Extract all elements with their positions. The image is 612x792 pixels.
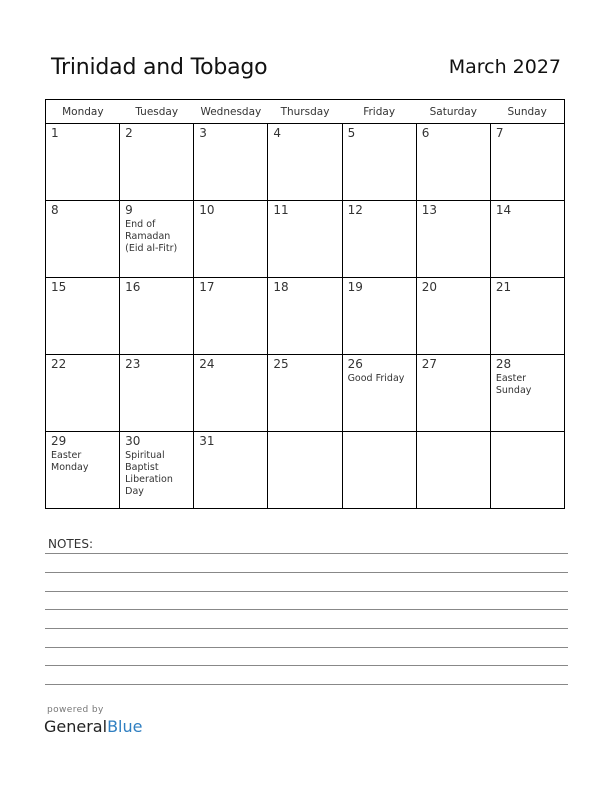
calendar-day-cell <box>268 124 342 201</box>
day-number: 28 <box>495 357 512 371</box>
calendar-day-cell <box>46 432 120 509</box>
calendar-day-cell <box>490 278 564 355</box>
calendar-day-cell <box>268 432 342 509</box>
generalblue-logo[interactable] <box>44 717 142 736</box>
calendar-day-cell <box>46 355 120 432</box>
note-line <box>45 572 568 573</box>
calendar-day-cell <box>268 355 342 432</box>
note-line <box>45 684 568 685</box>
note-line <box>45 647 568 648</box>
calendar-day-cell <box>120 432 194 509</box>
calendar-day-cell <box>490 201 564 278</box>
holiday-label: Good Friday <box>347 373 405 384</box>
calendar-day-cell <box>268 201 342 278</box>
day-number: 31 <box>199 434 215 448</box>
calendar-day-cell <box>342 124 416 201</box>
calendar-day-cell <box>342 201 416 278</box>
calendar-day-cell <box>416 432 490 509</box>
day-number: 8 <box>51 203 59 217</box>
calendar-day-cell <box>490 432 564 509</box>
calendar-week-row <box>46 355 565 432</box>
day-number: 7 <box>495 126 504 140</box>
calendar-week-row <box>46 278 565 355</box>
note-line <box>45 609 568 610</box>
calendar-day-cell <box>416 201 490 278</box>
day-number: 16 <box>125 280 141 294</box>
calendar-day-cell <box>342 432 416 509</box>
weekday-monday: Monday <box>46 100 120 124</box>
calendar-day-cell <box>268 278 342 355</box>
note-line <box>45 591 568 592</box>
holiday-label: Easter Monday <box>51 450 89 473</box>
day-number: 22 <box>51 357 67 371</box>
day-number: 10 <box>199 203 215 217</box>
day-number: 3 <box>199 126 207 140</box>
calendar-day-cell <box>490 124 564 201</box>
calendar-day-cell <box>416 124 490 201</box>
day-number: 13 <box>421 203 437 217</box>
calendar-day-cell <box>194 124 268 201</box>
day-number: 20 <box>421 280 437 294</box>
holiday-label: End of Ramadan (Eid al-Fitr) <box>125 219 178 254</box>
weekday-friday: Friday <box>342 100 416 124</box>
calendar-day-cell <box>120 201 194 278</box>
day-number: 23 <box>125 357 141 371</box>
day-number: 29 <box>51 434 67 448</box>
powered-by-text: powered by <box>47 705 104 715</box>
calendar-day-cell <box>46 201 120 278</box>
day-number: 25 <box>273 357 289 371</box>
calendar-title: Trinidad and Tobago <box>51 55 268 80</box>
calendar-day-cell <box>120 124 194 201</box>
calendar-day-cell <box>194 201 268 278</box>
notes-label: NOTES: <box>48 537 93 551</box>
weekday-thursday: Thursday <box>268 100 342 124</box>
weekday-saturday: Saturday <box>416 100 490 124</box>
calendar-grid <box>45 99 565 509</box>
day-number: 12 <box>347 203 363 217</box>
calendar-day-cell <box>416 278 490 355</box>
day-number: 2 <box>125 126 133 140</box>
day-number: 21 <box>495 280 512 294</box>
calendar-day-cell <box>194 432 268 509</box>
day-number: 1 <box>51 126 59 140</box>
calendar-day-cell <box>342 278 416 355</box>
day-number: 19 <box>347 280 363 294</box>
calendar-day-cell <box>46 278 120 355</box>
calendar-day-cell <box>416 355 490 432</box>
calendar-day-cell <box>342 355 416 432</box>
day-number: 24 <box>199 357 215 371</box>
day-number: 18 <box>273 280 289 294</box>
calendar-day-cell <box>490 355 564 432</box>
calendar-day-cell <box>120 278 194 355</box>
calendar-day-cell <box>46 124 120 201</box>
weekday-tuesday: Tuesday <box>120 100 194 124</box>
calendar-day-cell <box>194 355 268 432</box>
note-line <box>45 665 568 666</box>
calendar-day-cell <box>120 355 194 432</box>
day-number: 11 <box>273 203 289 217</box>
day-number: 5 <box>347 126 356 140</box>
brand-blue-text: Blue <box>107 717 143 736</box>
note-line <box>45 553 568 554</box>
day-number: 26 <box>347 357 363 371</box>
calendar-week-row <box>46 201 565 278</box>
calendar-week-row <box>46 124 565 201</box>
day-number: 14 <box>495 203 512 217</box>
day-number: 4 <box>273 126 282 140</box>
day-number: 15 <box>51 280 67 294</box>
brand-general-text: General <box>44 717 108 736</box>
calendar-day-cell <box>194 278 268 355</box>
calendar-week-row <box>46 432 565 509</box>
note-line <box>45 628 568 629</box>
weekday-sunday: Sunday <box>490 100 564 124</box>
day-number: 27 <box>421 357 437 371</box>
day-number: 6 <box>421 126 430 140</box>
weekday-wednesday: Wednesday <box>194 100 268 124</box>
day-number: 30 <box>125 434 141 448</box>
month-label: March 2027 <box>448 56 561 78</box>
day-number: 17 <box>199 280 215 294</box>
holiday-label: Spiritual Baptist Liberation Day <box>125 450 173 497</box>
holiday-label: Easter Sunday <box>495 373 532 396</box>
weekday-header-row <box>46 100 565 124</box>
day-number: 9 <box>125 203 133 217</box>
